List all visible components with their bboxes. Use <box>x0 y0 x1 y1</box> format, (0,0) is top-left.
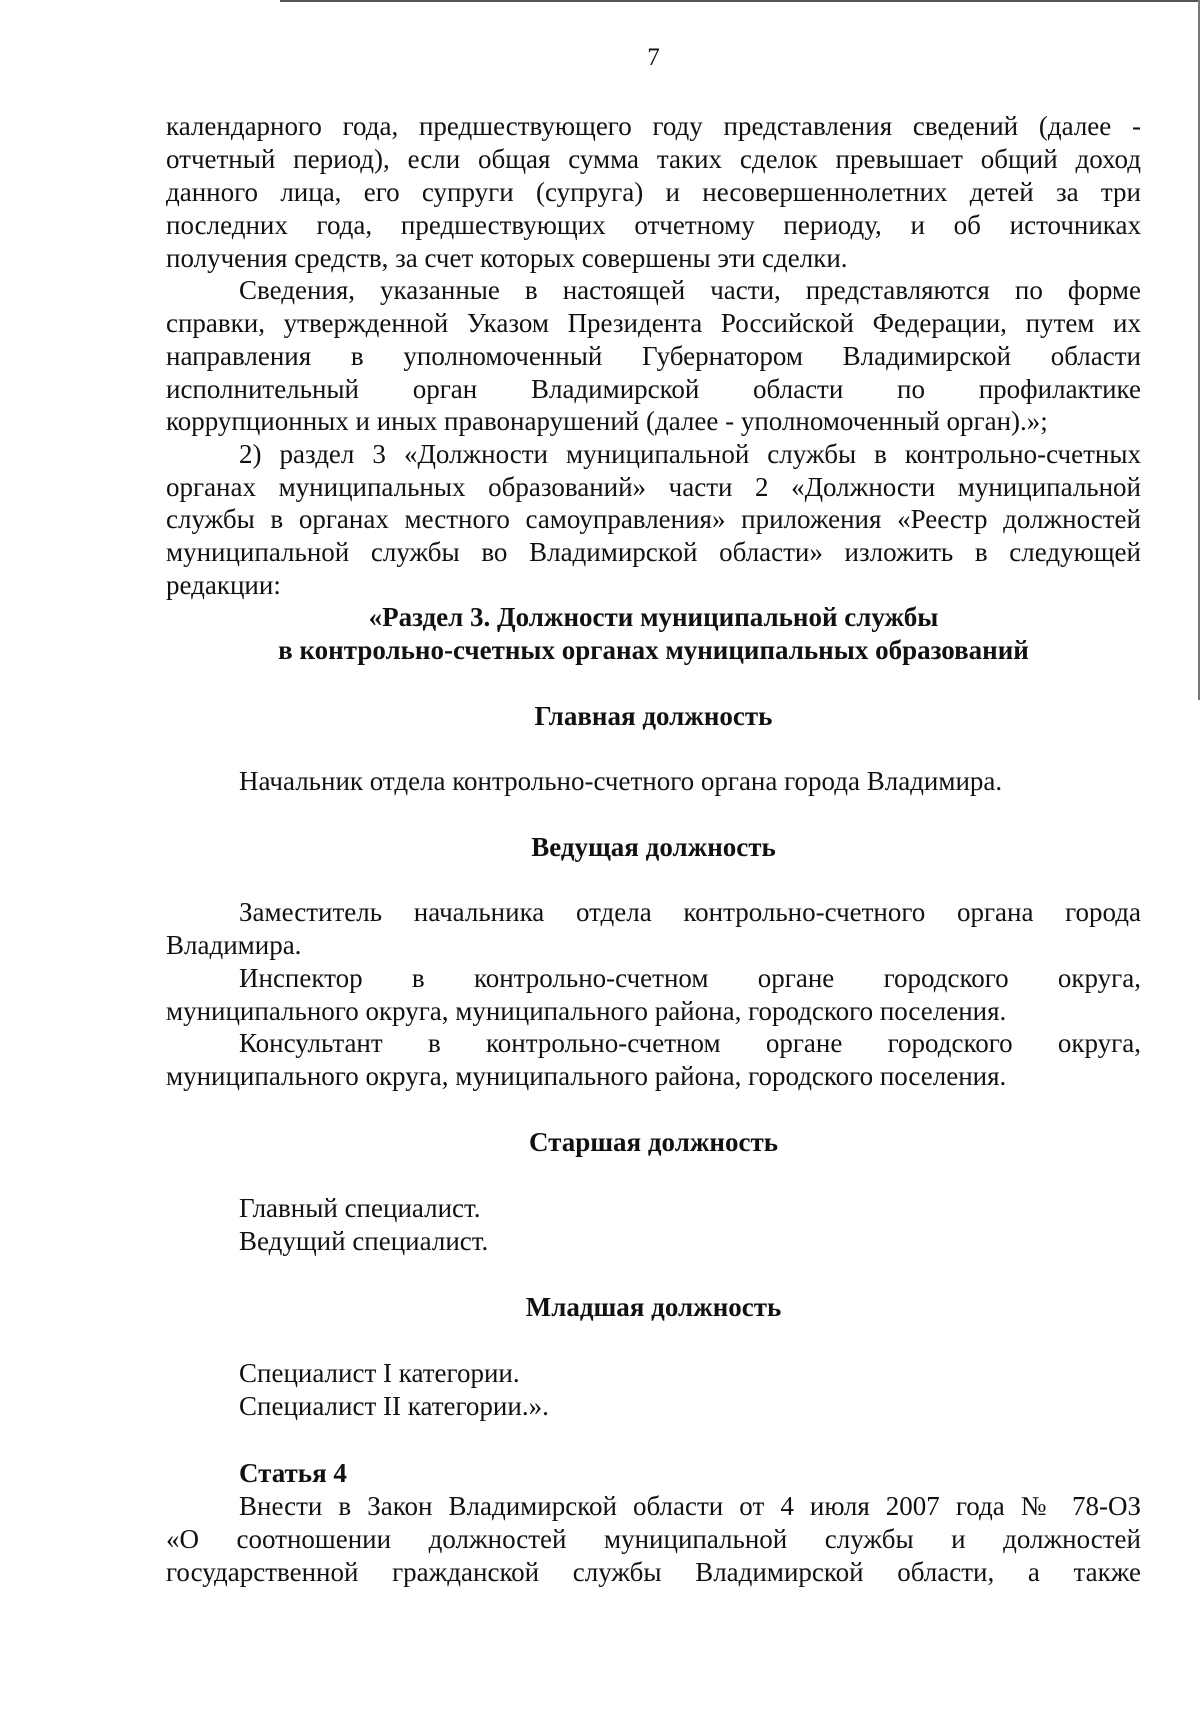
text-line: отчетный период), если общая сумма таких сделок превышает общий доход <box>166 144 1141 174</box>
text-line: «О соотношении должностей муниципальной службы и должностей <box>166 1524 1141 1554</box>
text-line: муниципального округа, муниципального района, городского поселения. <box>166 1061 1007 1091</box>
text-line: Владимира. <box>166 930 302 960</box>
text-line: Консультант в контрольно-счетном органе городского округа, <box>239 1028 1141 1058</box>
text-line: Главный специалист. <box>239 1193 481 1223</box>
text-line: справки, утвержденной Указом Президента Российской Федерации, путем их <box>166 308 1141 338</box>
article-heading: Статья 4 <box>239 1458 347 1488</box>
text-line: 2) раздел 3 «Должности муниципальной службы в контрольно-счетных <box>239 439 1141 469</box>
page-number: 7 <box>647 44 660 71</box>
text-line: исполнительный орган Владимирской области по профилактике <box>166 374 1141 404</box>
text-line: получения средств, за счет которых совершены эти сделки. <box>166 243 848 273</box>
text-line: Заместитель начальника отдела контрольно-счетного органа города <box>239 897 1141 927</box>
text-line: государственной гражданской службы Владимирской области, а также <box>166 1557 1141 1587</box>
text-line: редакции: <box>166 570 281 600</box>
scan-border-top <box>280 0 1200 2</box>
subsection-heading: Ведущая должность <box>531 832 776 862</box>
subsection-heading: Главная должность <box>534 701 773 731</box>
text-line: Начальник отдела контрольно-счетного органа города Владимира. <box>239 766 1003 796</box>
text-line: направления в уполномоченный Губернатором Владимирской области <box>166 341 1141 371</box>
section-heading: «Раздел 3. Должности муниципальной службы <box>368 602 939 632</box>
subsection-heading: Младшая должность <box>525 1292 782 1322</box>
text-line: данного лица, его супруги (супруга) и несовершеннолетних детей за три <box>166 177 1141 207</box>
text-line: календарного года, предшествующего году представления сведений (далее - <box>166 111 1141 141</box>
text-line: Специалист I категории. <box>239 1358 520 1388</box>
text-line: последних года, предшествующих отчетному периоду, и об источниках <box>166 210 1141 240</box>
text-line: муниципальной службы во Владимирской области» изложить в следующей <box>166 537 1141 567</box>
subsection-heading: Старшая должность <box>528 1127 778 1157</box>
text-line: Специалист II категории.». <box>239 1391 549 1421</box>
text-line: муниципального округа, муниципального района, городского поселения. <box>166 996 1007 1026</box>
text-line: Инспектор в контрольно-счетном органе городского округа, <box>239 963 1141 993</box>
text-line: службы в органах местного самоуправления» приложения «Реестр должностей <box>166 504 1141 534</box>
text-line: Внести в Закон Владимирской области от 4 июля 2007 года № 78-ОЗ <box>239 1491 1141 1521</box>
section-heading: в контрольно-счетных органах муниципальных образований <box>278 635 1029 665</box>
text-line: коррупционных и иных правонарушений (далее - уполномоченный орган).»; <box>166 406 1048 436</box>
text-line: органах муниципальных образований» части 2 «Должности муниципальной <box>166 472 1141 502</box>
text-line: Сведения, указанные в настоящей части, представляются по форме <box>239 275 1141 305</box>
text-line: Ведущий специалист. <box>239 1226 489 1256</box>
